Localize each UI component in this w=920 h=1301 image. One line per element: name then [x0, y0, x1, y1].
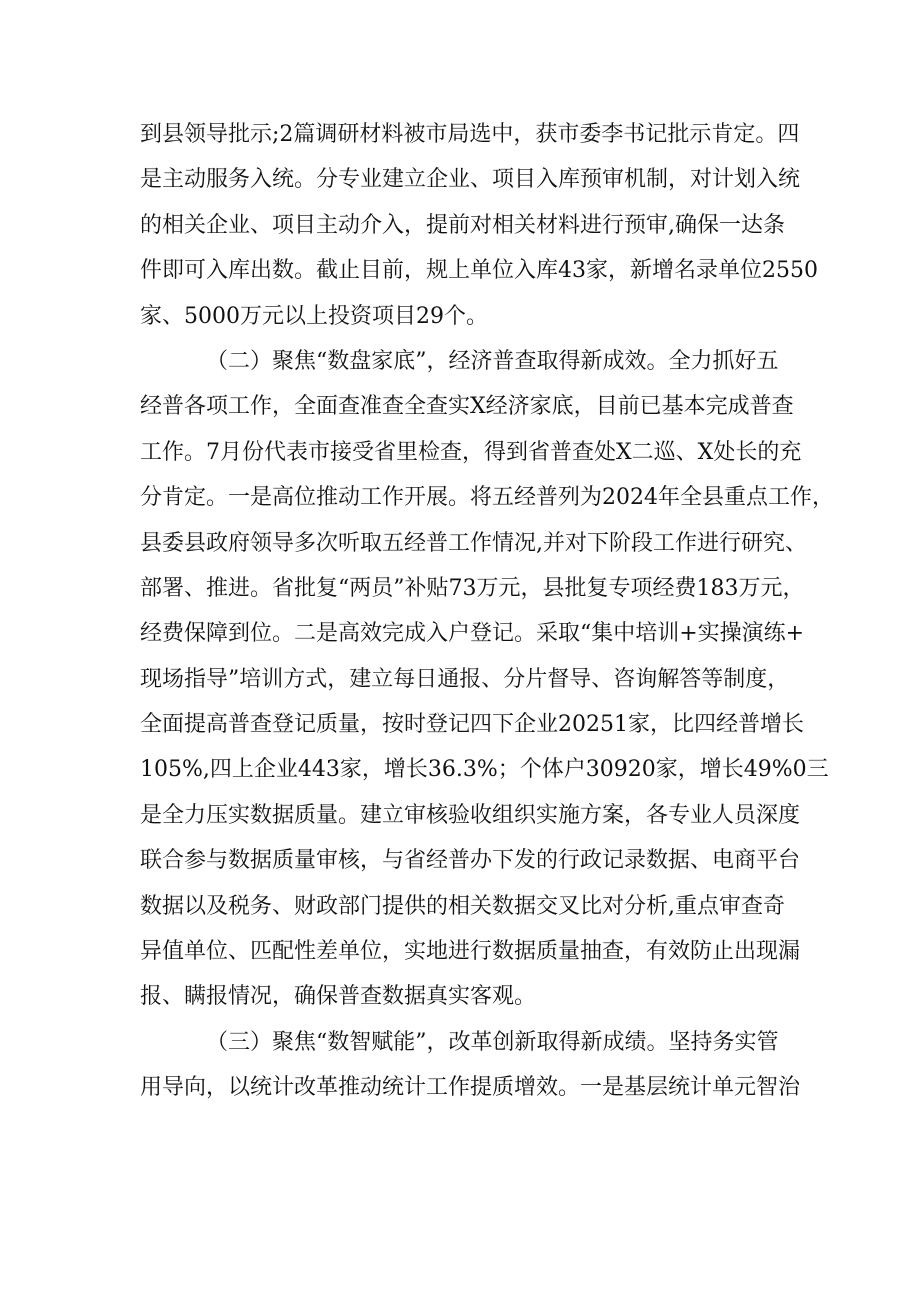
text-line: 件即可入库出数。截止目前，规上单位入库43家，新增名录单位2550 [140, 258, 818, 284]
text-line: 分肯定。一是高位推动工作开展。将五经普列为2024年全县重点工作， [140, 485, 834, 511]
text-line: 是主动服务入统。分专业建立企业、项目入库预审机制，对计划入统 [140, 167, 801, 193]
text-line: 现场指导”培训方式，建立每日通报、分片督导、咨询解答等制度， [140, 666, 790, 692]
text-line: 全面提高普查登记质量，按时登记四下企业20251家，比四经普增长 [140, 712, 804, 738]
text-line: 到县领导批示;2篇调研材料被市局选中，获市委李书记批示肯定。四 [140, 122, 800, 147]
text-line: 异值单位、匹配性差单位，实地进行数据质量抽查，有效防止出现漏 [140, 939, 801, 965]
text-line: 是全力压实数据质量。建立审核验收组织实施方案，各专业人员深度 [140, 802, 801, 828]
paragraph-heading-line: （二）聚焦“数盘家底”，经济普查取得新成效。全力抓好五 [206, 348, 779, 374]
text-line: 数据以及税务、财政部门提供的相关数据交叉比对分析,重点审查奇 [140, 893, 785, 919]
text-line: 工作。7月份代表市接受省里检查，得到省普查处X二巡、X处长的充 [140, 439, 802, 465]
text-line: 用导向，以统计改革推动统计工作提质增效。一是基层统计单元智治 [140, 1075, 801, 1101]
text-line: 报、瞒报情况，确保普查数据真实客观。 [140, 984, 537, 1010]
text-line: 的相关企业、项目主动介入，提前对相关材料进行预审,确保一达条 [140, 212, 785, 238]
body-text [140, 112, 834, 1111]
text-line: 联合参与数据质量审核，与省经普办下发的行政记录数据、电商平台 [140, 848, 801, 874]
text-line: 经费保障到位。二是高效完成入户登记。采取“集中培训+实操演练+ [140, 621, 805, 647]
text-line: 家、5000万元以上投资项目29个。 [140, 303, 488, 329]
text-line: 经普各项工作，全面查准查全查实X经济家底，目前已基本完成普查 [140, 394, 794, 420]
paragraph-heading-line: （三）聚焦“数智赋能”，改革创新取得新成绩。坚持务实管 [206, 1029, 779, 1055]
text-line: 部署、推进。省批复“两员”补贴73万元，县批复专项经费183万元， [140, 575, 805, 601]
text-line: 县委县政府领导多次听取五经普工作情况,并对下阶段工作进行研究、 [140, 530, 807, 556]
text-line: 105%,四上企业443家，增长36.3%；个体户30920家，增长49%0三 [140, 757, 829, 783]
